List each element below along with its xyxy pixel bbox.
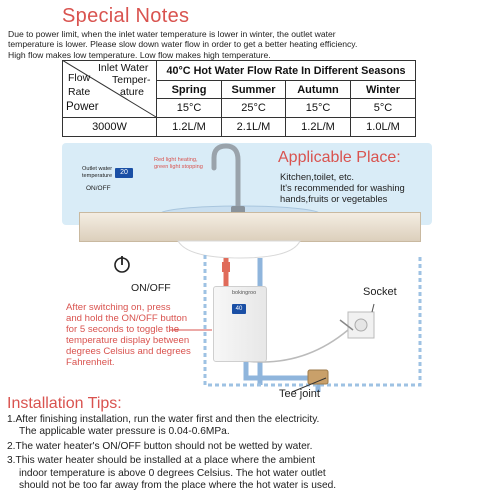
rate-autumn: 1.2L/M xyxy=(301,121,335,133)
instruction-line: After switching on, press xyxy=(66,302,171,313)
temp-spring: 15°C xyxy=(176,102,202,114)
socket-label: Socket xyxy=(363,286,397,298)
rate-summer: 2.1L/M xyxy=(236,121,271,133)
tip-line: 3.This water heater should be installed at a place where the ambient xyxy=(7,455,316,467)
corner-flow: Flow xyxy=(68,72,91,84)
special-notes-title: Special Notes xyxy=(62,5,190,27)
applicable-line: It's recommended for washing xyxy=(280,182,405,193)
water-heater xyxy=(213,286,267,362)
tip-3 xyxy=(7,455,336,492)
tee-joint-icon xyxy=(308,370,328,384)
installation-title: Installation Tips: xyxy=(7,395,122,412)
indicator-note-line: Red light heating, xyxy=(154,157,198,163)
applicable-place-title: Applicable Place: xyxy=(278,149,401,166)
instruction-line: degrees Celsius and degrees xyxy=(66,346,191,358)
table-header: 40°C Hot Water Flow Rate In Different Seasons xyxy=(166,64,406,77)
applicable-place-text xyxy=(280,171,405,204)
tee-joint-label: Tee joint xyxy=(279,388,320,400)
indicator-note-line: green light stopping xyxy=(154,164,203,170)
tip-line: The applicable water pressure is 0.04-0.6MPa. xyxy=(19,426,230,438)
power-value: 3000W xyxy=(92,121,127,133)
special-notes-line: Due to power limit, when the inlet water temperature is lower in winter, the outlet water xyxy=(8,29,336,39)
instruction-line: Fahrenheit. xyxy=(66,357,115,369)
temp-summer: 25°C xyxy=(241,102,266,114)
instruction-line: temperature display between xyxy=(66,335,190,347)
installation-tips xyxy=(7,414,336,494)
tip-2 xyxy=(7,441,336,453)
tip-line: indoor temperature is above 0 degrees Celsius. The hot water outlet xyxy=(19,467,326,479)
tip-line: 2.The water heater's ON/OFF button should not be wetted by water. xyxy=(7,440,313,452)
season-summer: Summer xyxy=(231,83,276,96)
heater-display: 40 xyxy=(232,304,246,314)
corner-rate: Rate xyxy=(68,86,91,98)
applicable-line: hands,fruits or vegetables xyxy=(280,193,388,204)
instruction-line: and hold the ON/OFF button xyxy=(66,313,188,325)
temp-autumn: 15°C xyxy=(305,102,331,114)
control-display: 20 xyxy=(115,168,133,178)
onoff-label: ON/OFF xyxy=(131,282,171,294)
applicable-line: Kitchen,toilet, etc. xyxy=(280,171,354,182)
control-onoff-label: ON/OFF xyxy=(86,185,111,192)
indicator-note xyxy=(154,157,203,171)
special-notes-line: temperature is lower. Please slow down water flow in order to get a better heating efficiency. xyxy=(8,39,358,50)
corner-power: Power xyxy=(66,101,99,113)
rate-spring: 1.2L/M xyxy=(172,121,206,133)
basin-bottom xyxy=(178,241,300,258)
rate-winter: 1.0L/M xyxy=(366,121,400,133)
tip-1 xyxy=(7,414,336,438)
season-winter: Winter xyxy=(365,83,401,96)
cold-pipe-bottom xyxy=(246,360,318,378)
tip-line: should not be too far away from the place where the hot water is used. xyxy=(19,479,337,491)
corner-temperature: Temper- xyxy=(112,74,151,86)
tip-line: 1.After finishing installation, run the water first and then the electricity. xyxy=(7,414,320,425)
instruction-line: for 5 seconds to toggle the xyxy=(66,324,180,336)
outlet-water-label: Outlet water xyxy=(82,166,113,172)
onoff-instructions xyxy=(66,302,191,369)
corner-ature: ature xyxy=(120,86,144,98)
special-notes-line: High flow makes low temperature. Low flow makes high temperature. xyxy=(8,49,271,60)
hot-valve xyxy=(222,262,230,272)
temperature-label: temperature xyxy=(82,173,113,179)
temp-winter: 5°C xyxy=(373,102,393,114)
corner-inlet-water: Inlet Water xyxy=(98,62,149,74)
season-autumn: Autumn xyxy=(297,83,339,96)
season-spring: Spring xyxy=(171,83,207,96)
heater-brand: bokingroo xyxy=(232,290,257,296)
